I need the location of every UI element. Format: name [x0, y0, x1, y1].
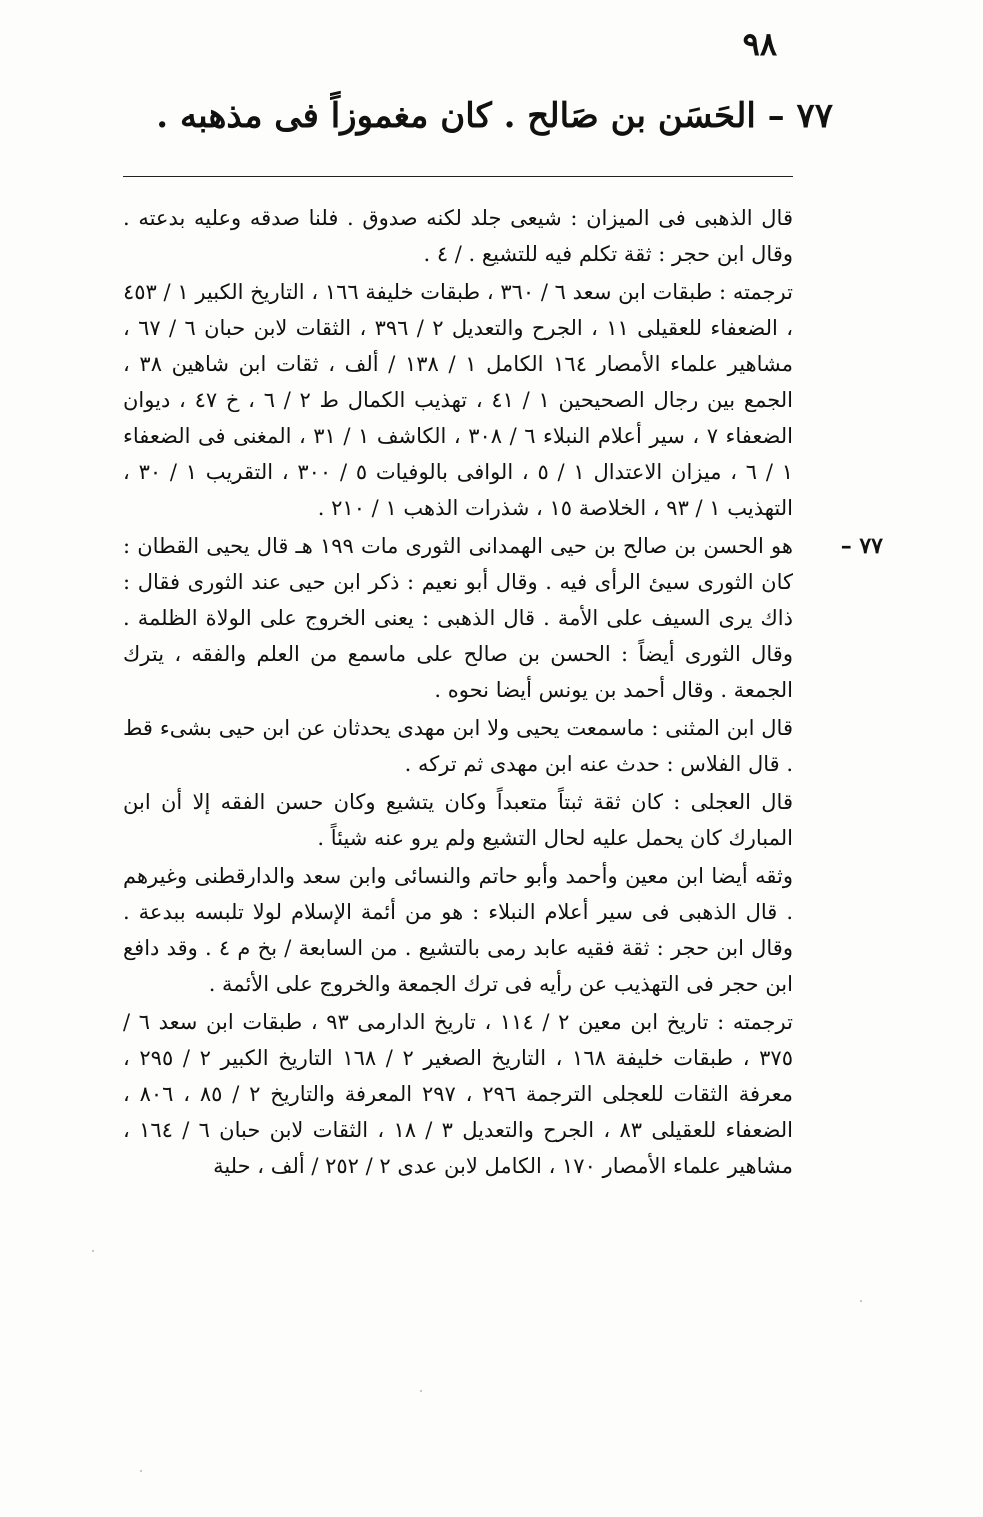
footnote-number: ٧٧ – — [840, 533, 883, 559]
footnote-divider — [123, 176, 793, 177]
footnotes — [123, 200, 883, 1186]
page-number: ٩٨ — [742, 25, 777, 63]
entry-77-note-paragraph-3: قال العجلى : كان ثقة ثبتاً متعبداً وكان يتشيع وكان حسن الفقه إلا أن ابن المبارك كان يحمل عليه لحال التشيع ولم يرو عنه شيئاً . — [123, 790, 793, 850]
entry-heading: ٧٧ – الحَسَن بن صَالح . كان مغموزاً فى مذهبه . — [156, 96, 833, 136]
entry-77-note-paragraph-4: وثقه أيضا ابن معين وأحمد وأبو حاتم والنسائى وابن سعد والدارقطنى وغيرهم . قال الذهبى فى سير أعلام النبلاء : هو من أئمة الإسلام لولا تلبسه ببدعة . وقال ابن حجر : ثقة فقيه عابد رمى بالتشيع . من السابعة / بخ م ٤ . وقد دافع ابن حجر فى التهذيب عن رأيه فى ترك الجمعة والخروج على الأئمة . — [123, 864, 793, 996]
scan-speck — [860, 1300, 862, 1302]
entry-77-note-paragraph-1: هو الحسن بن صالح بن حيى الهمدانى الثورى مات ١٩٩ هـ قال يحيى القطان : كان الثورى سيئ الرأى فيه . وقال أبو نعيم : ذكر ابن حيى عند الثورى فقال : ذاك يرى السيف على الأمة . قال الذهبى : يعنى الخروج على الولاة الظلمة . وقال الثورى أيضاً : الحسن بن صالح على ماسمع من العلم والفقه ، يترك الجمعة . وقال أحمد بن يونس أيضا نحوه . — [123, 534, 793, 702]
scan-speck — [140, 1470, 142, 1472]
scan-speck — [420, 1390, 422, 1392]
entry-77-note-paragraph-2: قال ابن المثنى : ماسمعت يحيى ولا ابن مهدى يحدثان عن ابن حيى بشىء قط . قال الفلاس : حدث عنه ابن مهدى ثم تركه . — [123, 716, 793, 776]
previous-entry-note-paragraph-1: قال الذهبى فى الميزان : شيعى جلد لكنه صدوق . فلنا صدقه وعليه بدعته . وقال ابن حجر : ثقة تكلم فيه للتشيع . / ٤ . — [123, 206, 793, 266]
entry-77-footnote — [123, 528, 883, 708]
scan-speck — [92, 1250, 94, 1252]
previous-entry-note-paragraph-2: ترجمته : طبقات ابن سعد ٦ / ٣٦٠ ، طبقات خليفة ١٦٦ ، التاريخ الكبير ١ / ٤٥٣ ، الضعفاء للعقيلى ١١ ، الجرح والتعديل ٢ / ٣٩٦ ، الثقات لابن حبان ٦ / ٦٧ ، مشاهير علماء الأمصار ١٦٤ الكامل ١ / ١٣٨ / ألف ، ثقات ابن شاهين ٣٨ ، الجمع بين رجال الصحيحين ١ / ٤١ ، تهذيب الكمال ط ٢ / ٦ ، خ ٤٧ ، ديوان الضعفاء ٧ ، سير أعلام النبلاء ٦ / ٣٠٨ ، الكاشف ١ / ٣١ ، المغنى فى الضعفاء ١ / ٦ ، ميزان الاعتدال ١ / ٥ ، الوافى بالوفيات ٥ / ٣٠٠ ، التقريب ١ / ٣٠ ، التهذيب ١ / ٩٣ ، الخلاصة ١٥ ، شذرات الذهب ١ / ٢١٠ . — [123, 280, 794, 520]
entry-77-note-paragraph-5: ترجمته : تاريخ ابن معين ٢ / ١١٤ ، تاريخ الدارمى ٩٣ ، طبقات ابن سعد ٦ / ٣٧٥ ، طبقات خليفة ١٦٨ ، التاريخ الصغير ٢ / ١٦٨ التاريخ الكبير ٢ / ٢٩٥ ، معرفة الثقات للعجلى الترجمة ٢٩٦ ، ٢٩٧ المعرفة والتاريخ ٢ / ٨٥ ، ٨٠٦ ، الضعفاء للعقيلى ٨٣ ، الجرح والتعديل ٣ / ١٨ ، الثقات لابن حبان ٦ / ١٦٤ ، مشاهير علماء الأمصار ١٧٠ ، الكامل لابن عدى ٢ / ٢٥٢ / ألف ، حلية — [123, 1010, 793, 1178]
